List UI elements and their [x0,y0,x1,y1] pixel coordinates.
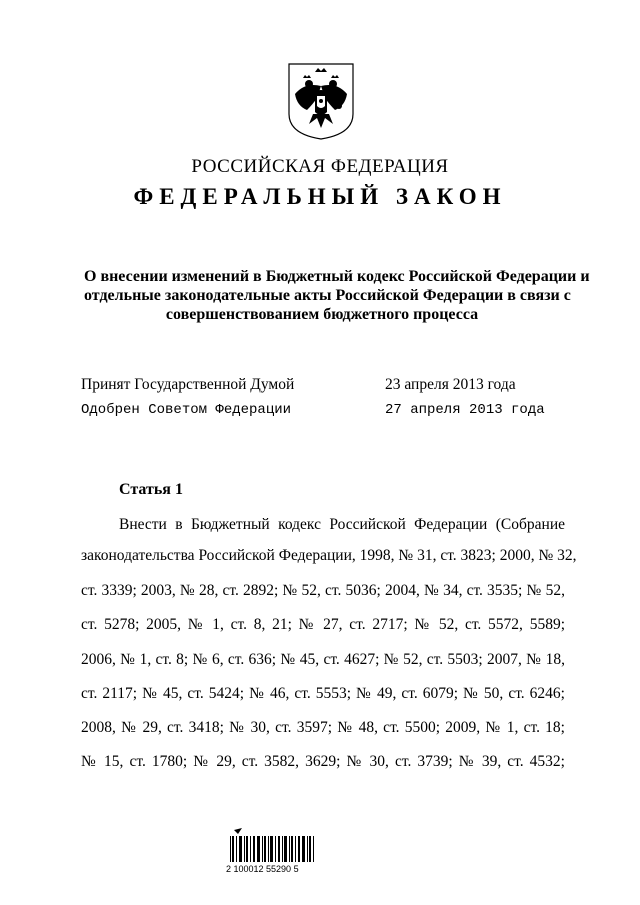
article-text-line: ст. 5278; 2005, № 1, ст. 8, 21; № 27, ст. 2717; № 52, ст. 5572, 5589; [81,616,565,633]
article-heading: Статья 1 [119,481,183,498]
article-text-line: ст. 3339; 2003, № 28, ст. 2892; № 52, ст. 5036; 2004, № 34, ст. 3535; № 52, [81,582,565,599]
article-text-line: ст. 2117; № 45, ст. 5424; № 46, ст. 5553; № 49, ст. 6079; № 50, ст. 6246; [81,685,565,702]
duma-adoption-date: 23 апреля 2013 года [385,376,516,393]
country-name: РОССИЙСКАЯ ФЕДЕРАЦИЯ [191,156,449,177]
law-title-line: отдельные законодательные акты Российской Федерации в связи с [84,287,571,304]
law-title-line: О внесении изменений в Бюджетный кодекс Российской Федерации и [84,268,590,285]
coat-of-arms-emblem [287,62,355,141]
article-text-line: № 15, ст. 1780; № 29, ст. 3582, 3629; № 30, ст. 3739; № 39, ст. 4532; [81,753,565,770]
law-title [84,267,590,324]
law-title-line: совершенствованием бюджетного процесса [165,306,479,323]
law-type-heading: ФЕДЕРАЛЬНЫЙ ЗАКОН [133,184,507,209]
article-text-line: Внести в Бюджетный кодекс Российской Федерации (Собрание [119,516,565,533]
article-text-line: законодательства Российской Федерации, 1998, № 31, ст. 3823; 2000, № 32, [81,547,577,564]
article-text-line: 2006, № 1, ст. 8; № 6, ст. 636; № 45, ст. 4627; № 52, ст. 5503; 2007, № 18, [81,651,565,668]
article-text-line: 2008, № 29, ст. 3418; № 30, ст. 3597; № 48, ст. 5500; 2009, № 1, ст. 18; [81,719,565,736]
council-approval-label: Одобрен Советом Федерации [81,402,292,418]
barcode-number: 2 100012 55290 5 [226,864,299,874]
council-approval-date: 27 апреля 2013 года [385,402,545,418]
duma-adoption-label: Принят Государственной Думой [81,376,295,393]
